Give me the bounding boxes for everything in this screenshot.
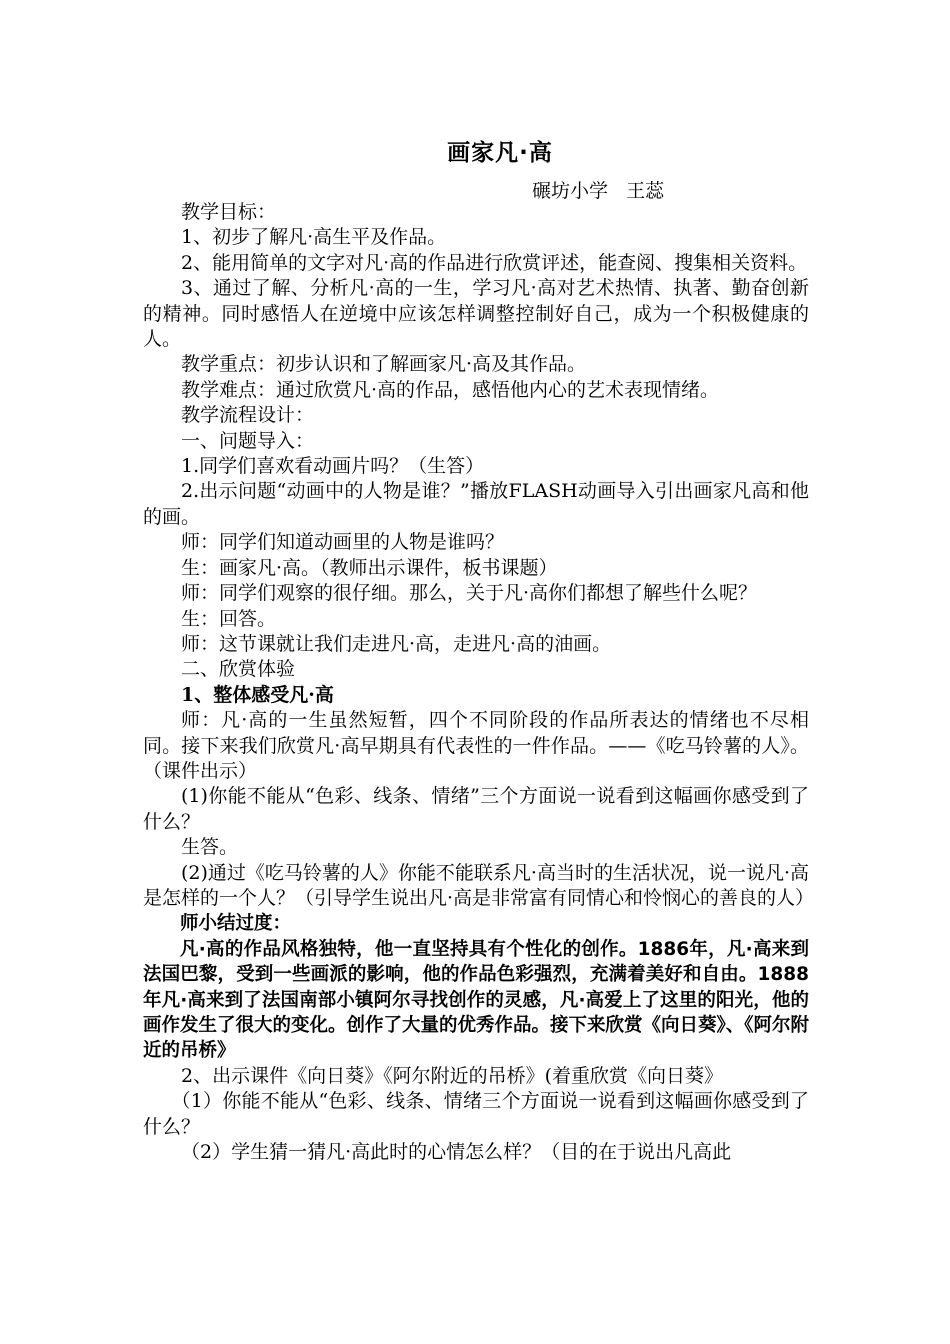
paragraph-teacher-ask: 师：同学们知道动画里的人物是谁吗？ (181, 531, 505, 554)
paragraph-item-4: （2）学生猜一猜凡·高此时的心情怎么样？（目的在于说出凡高此 (181, 1141, 732, 1164)
paragraph-summary: 凡·高的作品风格独特，他一直坚持具有个性化的创作。1886年，凡·高来到法国巴黎，受到一些画派的影响，他的作品色彩强烈，充满着美好和自由。1888年凡·高来到了法国南部小镇阿尔寻找创作的灵感，凡·高爱上了这里的阳光，他的画作发生了很大的变化。创作了大量的优秀作品。接下来欣赏《向日葵》、《阿尔附近的吊桥》 (143, 938, 810, 1062)
paragraph-subsection-2: 2、出示课件《向日葵》《阿尔附近的吊桥》(着重欣赏《向日葵》 (181, 1064, 724, 1087)
paragraph-objective-2: 2、能用简单的文字对凡·高的作品进行欣赏评述，能查阅、搜集相关资料。 (181, 251, 808, 274)
paragraph-difficulty: 教学难点：通过欣赏凡·高的作品，感悟他内心的艺术表现情绪。 (181, 378, 720, 401)
paragraph-summary-heading: 师小结过度： (180, 913, 292, 935)
paragraph-section-2-heading: 二、欣赏体验 (181, 658, 296, 681)
document-body (143, 200, 815, 1165)
paragraph-item-3: （1）你能不能从“色彩、线条、情绪三个方面说一说看到这幅画你感受到了什么？ (143, 1090, 809, 1138)
paragraph-teacher-intro: 师：这节课就让我们走进凡·高，走进凡·高的油画。 (181, 632, 612, 655)
paragraph-teacher-observe: 师：同学们观察的很仔细。那么，关于凡·高你们都想了解些什么呢？ (181, 582, 758, 605)
paragraph-question-1: 1.同学们喜欢看动画片吗？（生答） (181, 455, 485, 478)
paragraph-student-answer-2: 生答。 (181, 836, 239, 859)
paragraph-key-point: 教学重点：初步认识和了解画家凡·高及其作品。 (181, 353, 587, 376)
paragraph-objective-3: 3、通过了解、分析凡·高的一生，学习凡·高对艺术热情、执著、勤奋创新的精神。同时感悟人在逆境中应该怎样调整控制好自己，成为一个积极健康的人。 (143, 277, 809, 351)
paragraph-item-2: (2)通过《吃马铃薯的人》你能不能联系凡·高当时的生活状况，说一说凡·高是怎样的一个人？（引导学生说出凡·高是非常富有同情心和怜悯心的善良的人） (143, 861, 815, 909)
author-line: 碾坊小学 王蕊 (532, 180, 665, 202)
paragraph-student-answer: 生：画家凡·高。（教师出示课件，板书课题） (181, 556, 558, 579)
paragraph-section-1-heading: 一、问题导入： (181, 429, 315, 452)
paragraph-item-1: (1)你能不能从“色彩、线条、情绪”三个方面说一说看到这幅画你感受到了什么？ (143, 785, 809, 833)
paragraph-teacher-appreciation: 师：凡·高的一生虽然短暂，四个不同阶段的作品所表达的情绪也不尽相同。接下来我们欣赏凡·高早期具有代表性的一件作品。——《吃马铃薯的人》。（课件出示） (143, 709, 809, 782)
document-title: 画家凡·高 (447, 140, 553, 166)
paragraph-subsection-1: 1、整体感受凡·高 (181, 683, 334, 706)
paragraph-flow-heading: 教学流程设计： (181, 404, 315, 427)
paragraph-question-2: 2.出示问题“动画中的人物是谁？”播放FLASH动画导入引出画家凡高和他的画。 (143, 480, 809, 528)
paragraph-objectives-heading: 教学目标： (181, 201, 277, 223)
paragraph-student-reply: 生：回答。 (181, 607, 277, 630)
paragraph-objective-1: 1、初步了解凡·高生平及作品。 (181, 226, 447, 249)
